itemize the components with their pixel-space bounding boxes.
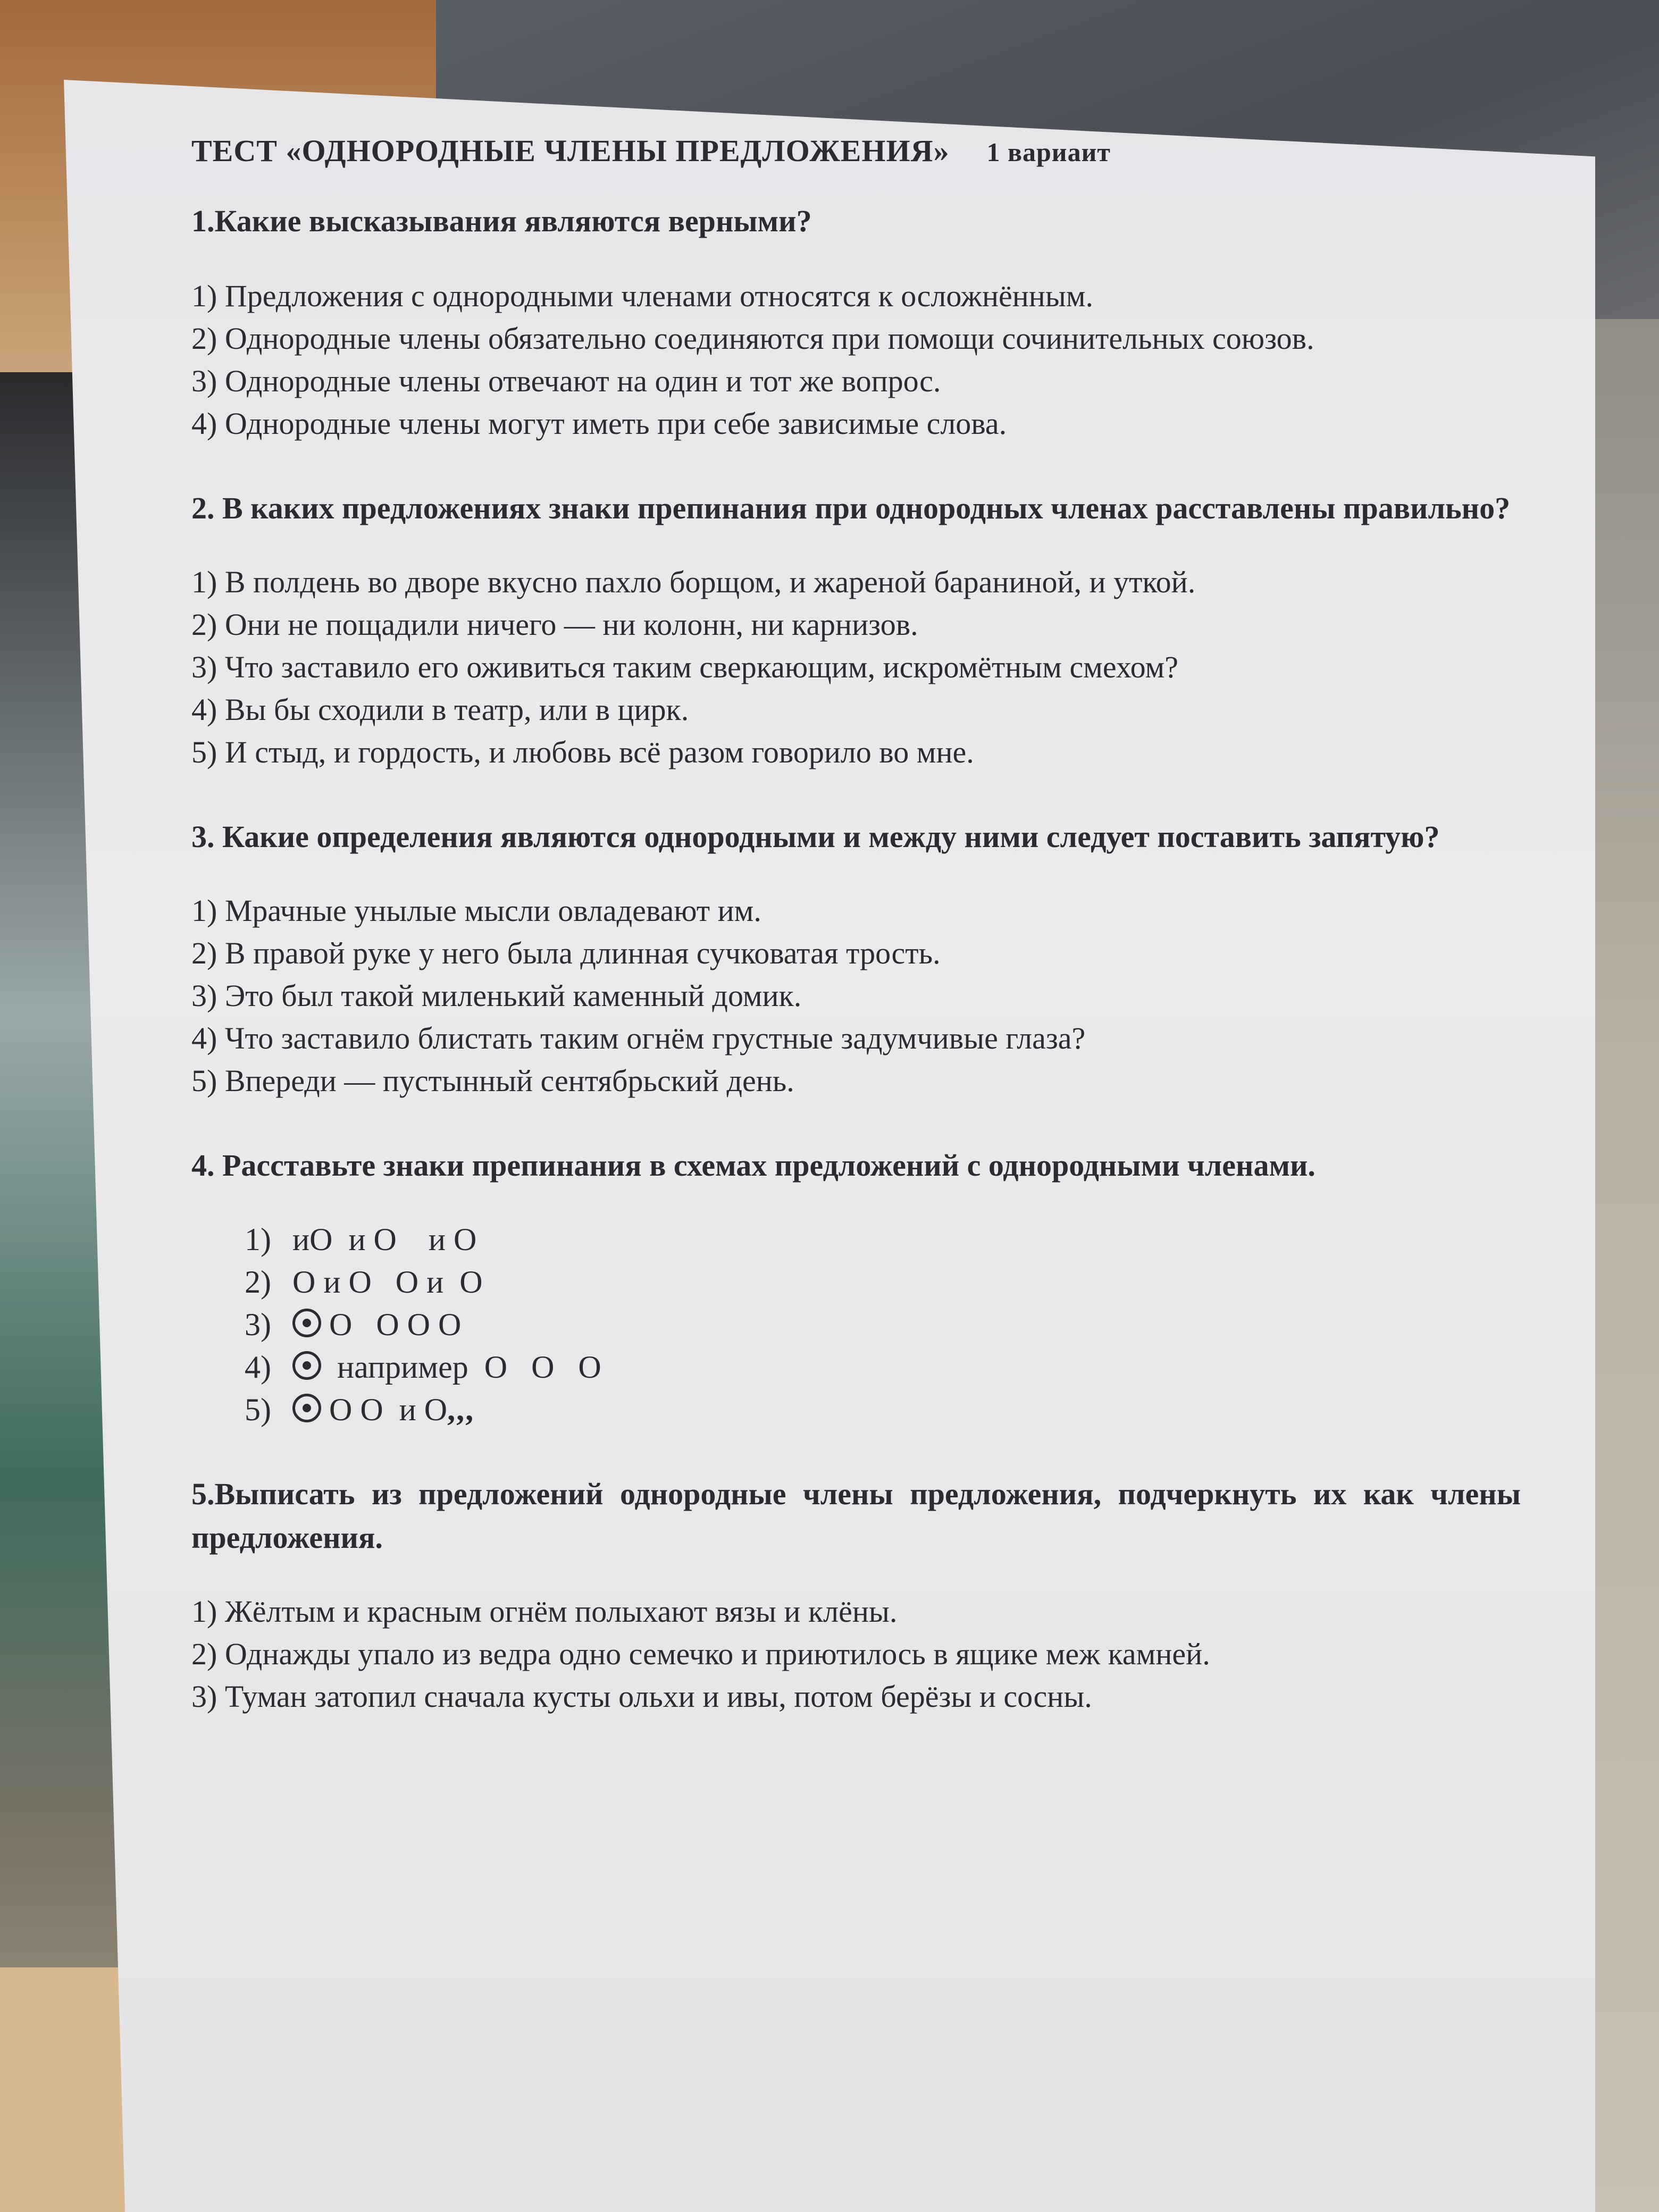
option-item: 3) Туман затопил сначала кусты ольхи и ивы, потом берёзы и сосны. <box>191 1679 1092 1714</box>
option-item: 2) Однажды упало из ведра одно семечко и приютилось в ящике меж камней. <box>191 1637 1210 1671</box>
question-2 <box>191 487 1521 774</box>
schema-row <box>191 1218 1521 1261</box>
schema-number: 3) <box>245 1307 271 1342</box>
schema-text: иО и О и О <box>292 1222 477 1257</box>
schema-number: 4) <box>245 1350 271 1385</box>
option-item: 3) Однородные члены отвечают на один и тот же вопрос. <box>191 364 941 398</box>
option-item: 4) Вы бы сходили в театр, или в цирк. <box>191 692 689 727</box>
handwritten-circle-icon <box>292 1394 321 1422</box>
option-item: 2) В правой руке у него была длинная сучковатая трость. <box>191 936 941 970</box>
handwritten-circle-icon <box>292 1351 321 1380</box>
test-document <box>191 133 1521 1718</box>
option-item: 1) Предложения с однородными членами относятся к осложнённым. <box>191 279 1094 313</box>
question-heading: 4. Расставьте знаки препинания в схемах предложений с однородными членами. <box>191 1148 1316 1183</box>
schema-row <box>191 1303 1521 1346</box>
schema-text: О О О О <box>329 1307 462 1342</box>
question-3 <box>191 815 1521 1102</box>
schema-number: 5) <box>245 1392 271 1427</box>
schema-text: например О О О <box>337 1350 601 1385</box>
section-gap <box>191 1431 1521 1472</box>
option-item: 1) Жёлтым и красным огнём полыхают вязы и клёны. <box>191 1594 898 1629</box>
schema-row <box>191 1261 1521 1303</box>
option-item: 5) Впереди — пустынный сентябрьский день. <box>191 1063 794 1098</box>
schema-text: О О и О <box>329 1392 448 1427</box>
option-item: 5) И стыд, и гордость, и любовь всё разом говорило во мне. <box>191 735 974 769</box>
option-item: 3) Это был такой миленький каменный домик. <box>191 978 802 1013</box>
option-item: 3) Что заставило его оживиться таким сверкающим, искромётным смехом? <box>191 650 1178 684</box>
title-main: ТЕСТ «ОДНОРОДНЫЕ ЧЛЕНЫ ПРЕДЛОЖЕНИЯ» <box>191 133 950 168</box>
schema-row <box>191 1388 1521 1431</box>
section-gap <box>191 1102 1521 1144</box>
schema-number: 2) <box>245 1264 271 1300</box>
option-item: 2) Они не пощадили ничего — ни колонн, ни карнизов. <box>191 607 918 642</box>
question-1 <box>191 199 1521 445</box>
option-item: 2) Однородные члены обязательно соединяются при помощи сочинительных союзов. <box>191 321 1314 356</box>
page-title <box>191 133 1521 169</box>
question-heading: 3. Какие определения являются однородными и между ними следует поставить запятую? <box>191 819 1440 854</box>
question-heading: 1.Какие высказывания являются верными? <box>191 204 812 238</box>
question-heading: 2. В каких предложениях знаки препинания при однородных членах расставлены правильно? <box>191 491 1511 525</box>
option-item: 1) В полдень во дворе вкусно пахло борщом, и жареной бараниной, и уткой. <box>191 565 1196 599</box>
section-gap <box>191 445 1521 487</box>
question-5 <box>191 1472 1521 1718</box>
schema-number: 1) <box>245 1222 271 1257</box>
schema-row <box>191 1346 1521 1388</box>
option-item: 4) Что заставило блистать таким огнём грустные задумчивые глаза? <box>191 1021 1086 1055</box>
question-4 <box>191 1144 1521 1431</box>
handwritten-mark: ,,, <box>447 1392 475 1427</box>
title-variant: 1 вариаит <box>986 137 1111 167</box>
option-item: 4) Однородные члены могут иметь при себе зависимые слова. <box>191 406 1007 441</box>
question-heading: 5.Выписать из предложений однородные члены предложения, подчеркнуть их как члены предложения. <box>191 1477 1521 1555</box>
section-gap <box>191 774 1521 815</box>
option-item: 1) Мрачные унылые мысли овладевают им. <box>191 893 761 928</box>
schema-text: О и О О и О <box>292 1264 483 1300</box>
handwritten-circle-icon <box>292 1309 321 1337</box>
